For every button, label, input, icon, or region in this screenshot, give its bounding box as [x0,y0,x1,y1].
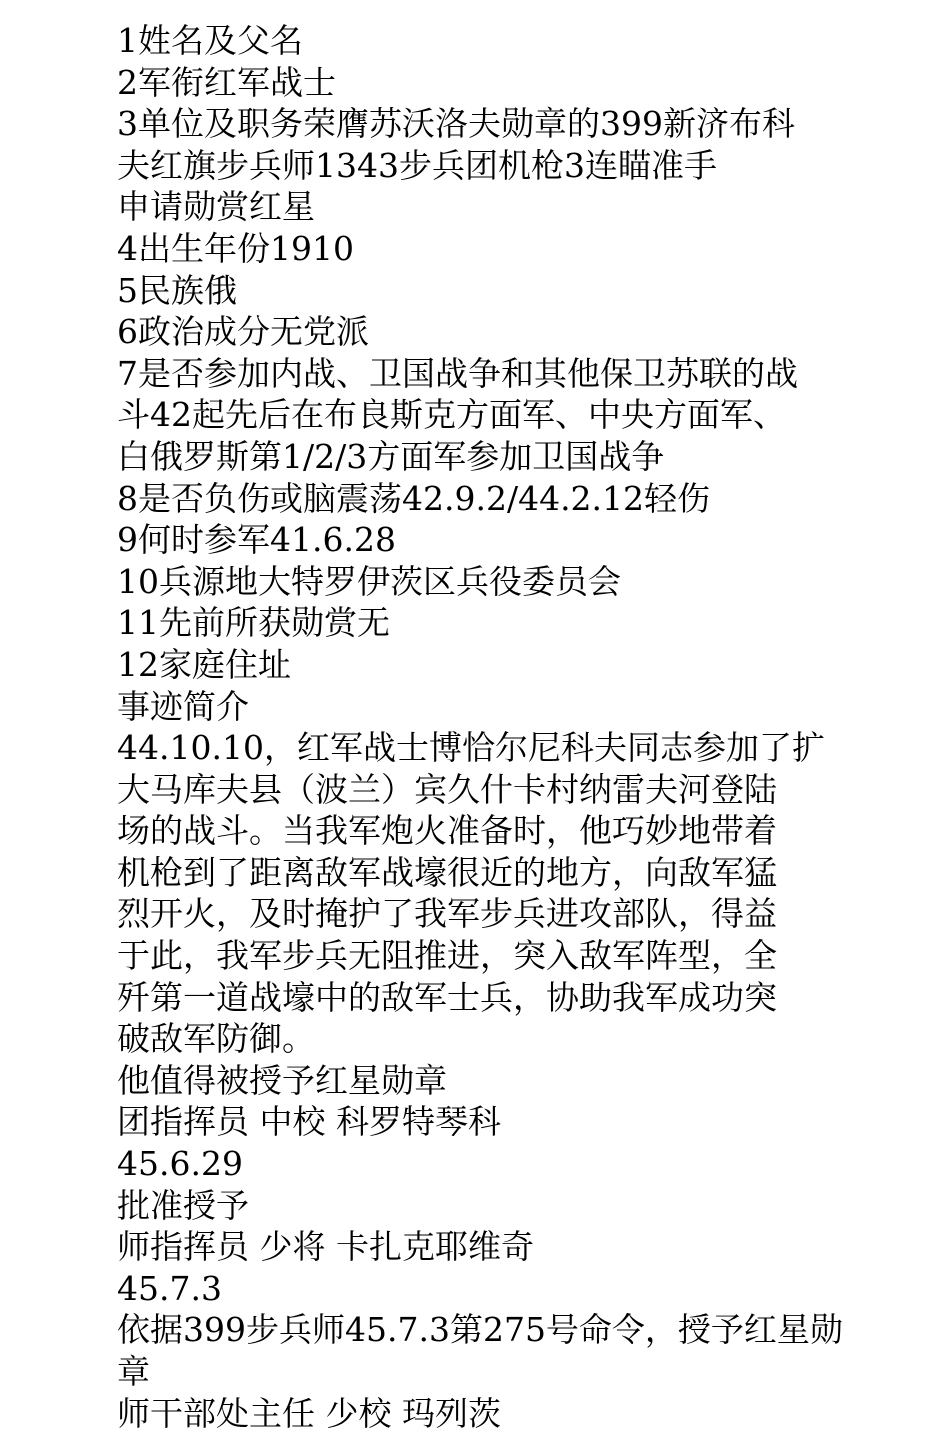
deeds-summary-line: 烈开火，及时掩护了我军步兵进攻部队，得益 [117,894,777,934]
deeds-summary-line: 破敌军防御。 [117,1019,315,1059]
field-4-birth-year: 4出生年份1910 [117,228,354,268]
deeds-summary-line: 大马库夫县（波兰）宾久什卡村纳雷夫河登陆 [117,769,777,809]
field-3-unit-line-1: 3单位及职务荣膺苏沃洛夫勋章的399新济布科 [117,104,795,144]
field-6-party: 6政治成分无党派 [117,312,369,352]
deeds-summary-line: 场的战斗。当我军炮火准备时，他巧妙地带着 [117,811,777,851]
order-reference-line-2: 章 [117,1352,150,1391]
field-12-home-address: 12家庭住址 [117,644,291,684]
regiment-commander-date: 45.6.29 [117,1144,243,1184]
deeds-summary-heading: 事迹简介 [117,686,249,726]
field-7-service-line-1: 7是否参加内战、卫国战争和其他保卫苏联的战 [117,353,798,393]
order-reference-line-1: 依据399步兵师45.7.3第275号命令，授予红星勋 [117,1310,843,1350]
approval-line: 批准授予 [117,1185,249,1225]
award-request-line: 申请勋赏红星 [117,187,315,227]
field-11-previous-awards: 11先前所获勋赏无 [117,603,390,643]
field-5-ethnicity: 5民族俄 [117,270,237,310]
field-10-recruitment-office: 10兵源地大特罗伊茨区兵役委员会 [117,561,621,601]
deeds-summary-line: 于此，我军步兵无阻推进，突入敌军阵型，全 [117,936,777,976]
regiment-commander-signature: 团指挥员 中校 科罗特琴科 [117,1102,501,1142]
deeds-summary-line: 歼第一道战壕中的敌军士兵，协助我军成功突 [117,977,777,1017]
recommendation-line: 他值得被授予红星勋章 [117,1060,447,1100]
field-1-name-patronymic: 1姓名及父名 [117,21,303,60]
field-9-enlistment-date: 9何时参军41.6.28 [117,520,396,560]
field-7-service-line-2: 斗42起先后在布良斯克方面军、中央方面军、 [117,395,786,435]
field-3-unit-line-2: 夫红旗步兵师1343步兵团机枪3连瞄准手 [117,145,717,185]
field-8-wounds: 8是否负伤或脑震荡42.9.2/44.2.12轻伤 [117,478,711,518]
division-commander-date: 45.7.3 [117,1268,222,1308]
field-7-service-line-3: 白俄罗斯第1/2/3方面军参加卫国战争 [117,436,665,476]
field-2-rank: 2军衔红军战士 [117,62,336,102]
personnel-head-signature: 师干部处主任 少校 玛列茨 [117,1393,501,1433]
award-document-text [117,20,847,1434]
deeds-summary-line: 44.10.10，红军战士博恰尔尼科夫同志参加了扩 [117,728,825,768]
division-commander-signature: 师指挥员 少将 卡扎克耶维奇 [117,1227,534,1267]
deeds-summary-line: 机枪到了距离敌军战壕很近的地方，向敌军猛 [117,852,777,892]
